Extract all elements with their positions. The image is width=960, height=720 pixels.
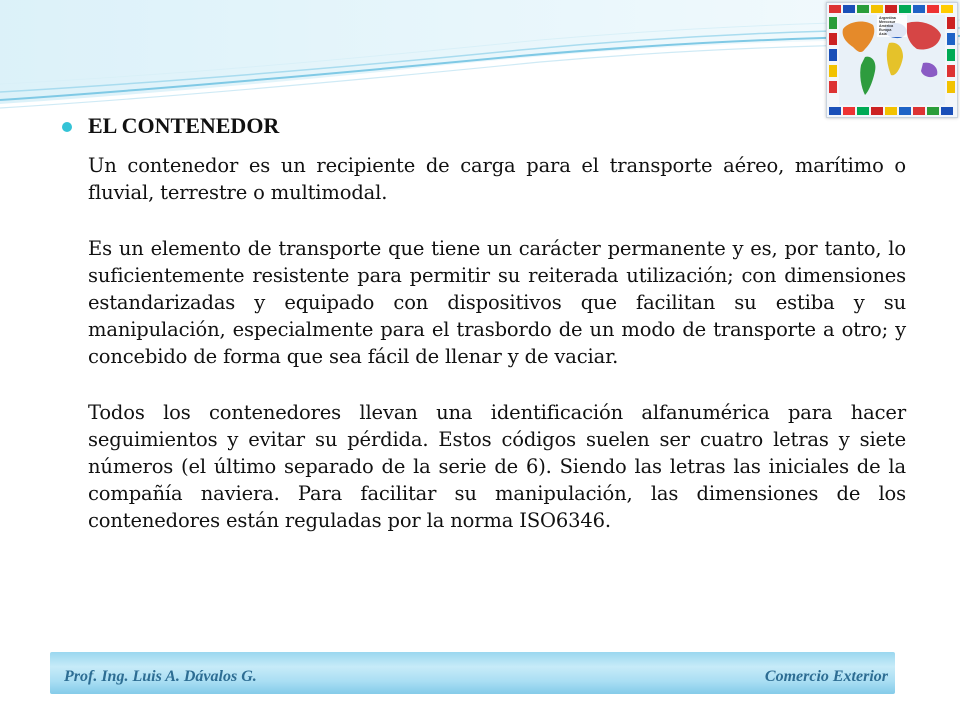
paragraph-definition: Un contenedor es un recipiente de carga para el transporte aéreo, marítimo o fluvial, terrestre o multimodal.: [88, 154, 906, 204]
slide-heading: EL CONTENEDOR: [88, 113, 280, 138]
footer-course: Comercio Exterior: [764, 668, 888, 685]
paragraph-characteristics: Es un elemento de transporte que tiene un carácter permanente y es, por tanto, lo suficientemente resistente para permitir su reiterada utilización; con dimensiones estandarizadas y equipado con dispositivos que facilitan su estiba y su manipulación, especialmente para el trasbordo de un modo de transporte a otro; y concebido de forma que sea fácil de llenar y de vaciar.: [88, 237, 906, 368]
logo-line: Asia: [879, 32, 887, 36]
slide-content: [62, 108, 908, 534]
logo-line: Mercosur: [879, 20, 896, 24]
logo-line: América: [879, 24, 894, 28]
logo-line: Argentina: [879, 16, 896, 20]
logo-line: Europa: [879, 28, 892, 32]
heading-row: [62, 108, 908, 144]
footer-author: Prof. Ing. Luis A. Dávalos G.: [64, 668, 257, 685]
bullet-icon: [62, 122, 72, 132]
mercosur-world-logo: [826, 2, 958, 118]
header-waves: [0, 0, 960, 120]
paragraph-identification: Todos los contenedores llevan una identificación alfanumérica para hacer seguimientos y evitar su pérdida. Estos códigos suelen ser cuatro letras y siete números (el último separado de la serie de 6). Siendo las letras las iniciales de la compañía naviera. Para facilitar su manipulación, las dimensiones de los contenedores están reguladas por la norma ISO6346.: [88, 401, 906, 532]
